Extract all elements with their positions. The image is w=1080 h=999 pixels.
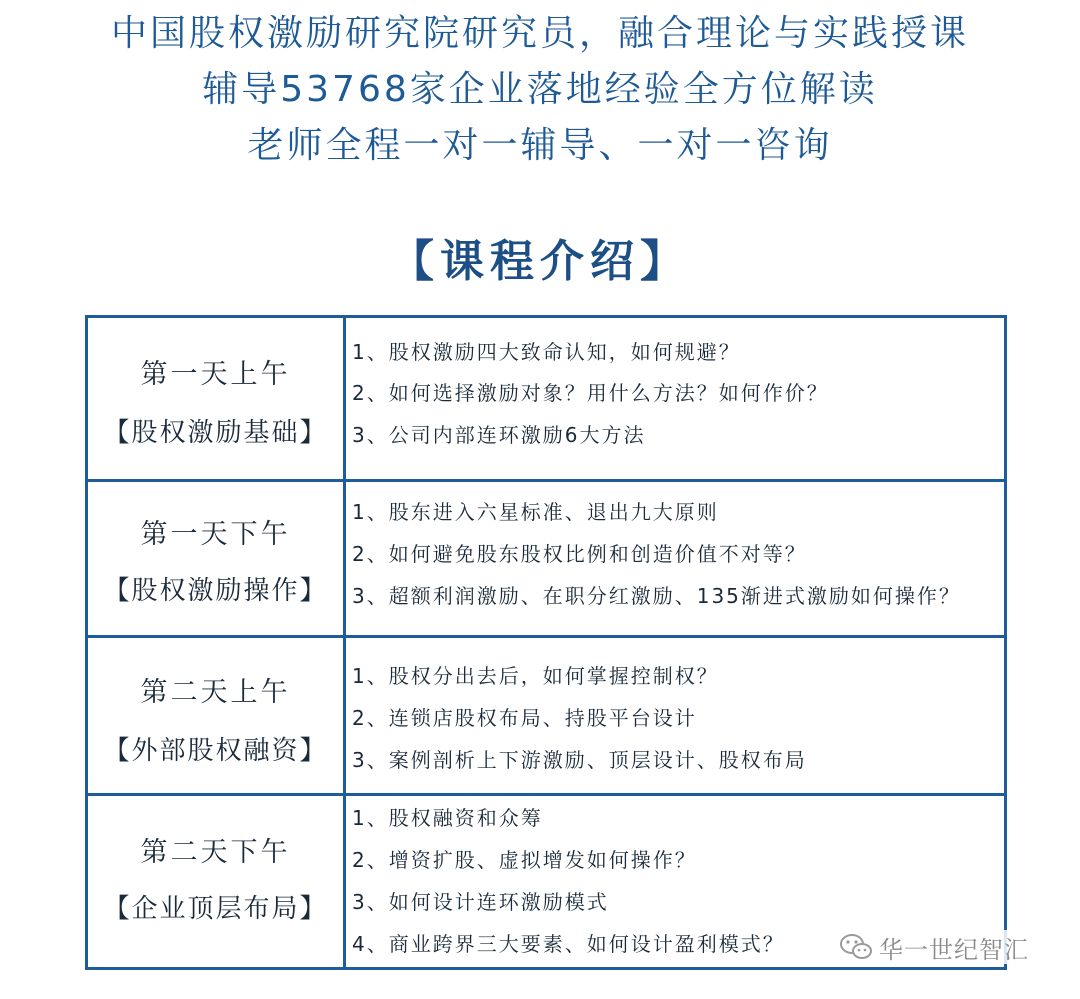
- session-cell: [88, 638, 346, 793]
- session-topic: 【企业顶层布局】: [103, 894, 328, 924]
- list-item: 4、商业跨界三大要素、如何设计盈利模式？: [352, 932, 785, 956]
- list-item: 3、超额利润激励、在职分红激励、135渐进式激励如何操作？: [352, 584, 961, 608]
- session-cell: [88, 796, 346, 967]
- session-time: 第二天下午: [140, 837, 291, 868]
- table-row: [88, 638, 1004, 796]
- session-time: 第一天下午: [140, 519, 291, 550]
- course-table: [85, 315, 1007, 970]
- list-item: 3、公司内部连环激励6大方法: [352, 423, 646, 447]
- session-time: 第二天上午: [140, 677, 291, 708]
- list-item: 2、增资扩股、虚拟增发如何操作？: [352, 848, 697, 872]
- table-row: [88, 482, 1004, 638]
- session-topic: 【外部股权融资】: [103, 736, 328, 766]
- session-topic: 【股权激励基础】: [103, 418, 328, 448]
- session-items: [352, 482, 1004, 635]
- list-item: 1、股权激励四大致命认知，如何规避？: [352, 340, 741, 364]
- table-row: [88, 318, 1004, 482]
- watermark-text: 华一世纪智汇: [879, 935, 1029, 964]
- watermark: [835, 930, 1035, 964]
- list-item: 3、如何设计连环激励模式: [352, 890, 609, 914]
- list-item: 2、连锁店股权布局、持股平台设计: [352, 706, 697, 730]
- session-items: [352, 638, 1004, 793]
- session-time: 第一天上午: [140, 359, 291, 390]
- section-title: 【课程介绍】: [390, 236, 690, 287]
- header-line-3: 老师全程一对一辅导、一对一咨询: [247, 125, 833, 166]
- session-cell: [88, 318, 346, 479]
- list-item: 1、股东进入六星标准、退出九大原则: [352, 500, 719, 524]
- list-item: 3、案例剖析上下游激励、顶层设计、股权布局: [352, 748, 807, 772]
- header-line-2: 辅导53768家企业落地经验全方位解读: [202, 69, 878, 110]
- list-item: 2、如何避免股东股权比例和创造价值不对等？: [352, 542, 807, 566]
- list-item: 1、股权分出去后，如何掌握控制权？: [352, 664, 719, 688]
- session-cell: [88, 482, 346, 635]
- session-items: [352, 318, 1004, 479]
- wechat-icon: [839, 932, 873, 962]
- session-topic: 【股权激励操作】: [103, 576, 328, 606]
- list-item: 1、股权融资和众筹: [352, 806, 543, 830]
- header-line-1: 中国股权激励研究院研究员，融合理论与实践授课: [110, 13, 969, 54]
- list-item: 2、如何选择激励对象？用什么方法？如何作价？: [352, 381, 829, 405]
